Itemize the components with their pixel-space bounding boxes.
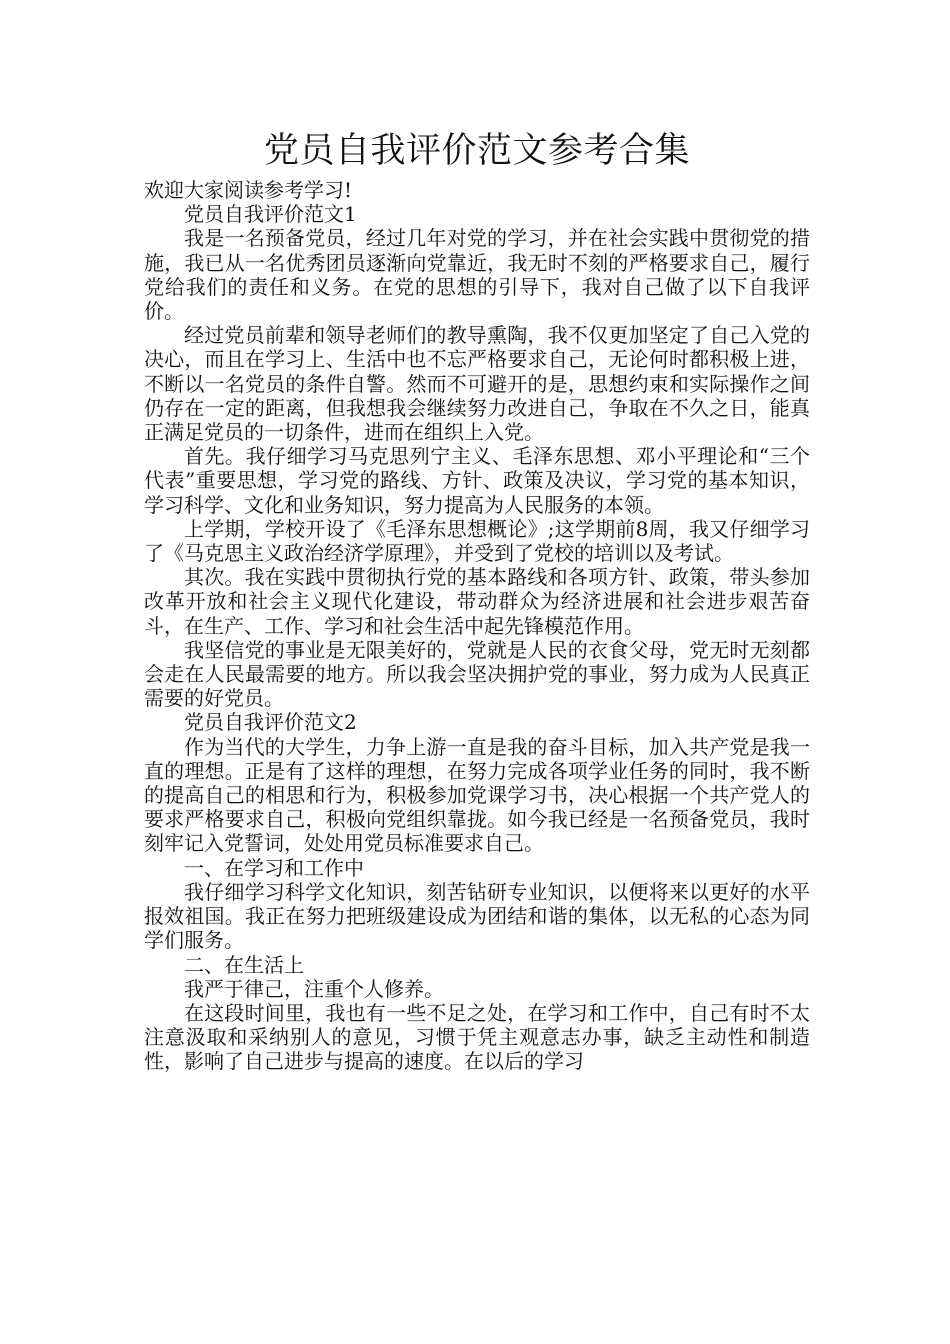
paragraph-greeting: 欢迎大家阅读参考学习! [144,178,353,202]
paragraph: 在这段时间里，我也有一些不足之处，在学习和工作中，自己有时不太注意汲取和采纳别人的意见，习惯于凭主观意志办事，缺乏主动性和制造性，影响了自己进步与提高的速度。在以后的学习 [144,1000,810,1074]
subheading-study-work: 一、在学习和工作中 [184,855,364,880]
paragraph: 我严于律己，注重个人修养。 [184,976,444,1001]
paragraph: 作为当代的大学生，力争上游一直是我的奋斗目标，加入共产党是我一直的理想。正是有了这样的理想，在努力完成各项学业任务的同时，我不断的提高自己的相思和行为，积极参加党课学习书，决心根据一个共产党人的要求严格要求自己，积极向党组织靠拢。如今我已经是一名预备党员，我时刻牢记入党誓词，处处用党员标准要求自己。 [144,734,810,856]
paragraph: 其次。我在实践中贯彻执行党的基本路线和各项方针、政策，带头参加改革开放和社会主义现代化建设，带动群众为经济进展和社会进步艰苦奋斗，在生产、工作、学习和社会生活中起先锋模范作用。 [144,565,810,638]
paragraph: 我坚信党的事业是无限美好的，党就是人民的衣食父母，党无时无刻都会走在人民最需要的地方。所以我会坚决拥护党的事业，努力成为人民真正需要的好党员。 [144,637,810,711]
document-title: 党员自我评价范文参考合集 [263,131,690,171]
document-body [144,178,810,1074]
paragraph: 首先。我仔细学习马克思列宁主义、毛泽东思想、邓小平理论和“三个代表”重要思想，学习党的路线、方针、政策及决议，学习党的基本知识，学习科学、文化和业务知识，努力提高为人民服务的本领。 [144,444,810,517]
paragraph: 我仔细学习科学文化知识，刻苦钻研专业知识，以便将来以更好的水平报效祖国。我正在努力把班级建设成为团结和谐的集体，以无私的心态为同学们服务。 [144,879,810,953]
section-heading-sample-1: 党员自我评价范文1 [184,202,357,227]
subheading-life: 二、在生活上 [184,952,304,977]
paragraph: 我是一名预备党员，经过几年对党的学习，并在社会实践中贯彻党的措施，我已从一名优秀团员逐渐向党靠近，我无时不刻的严格要求自己，履行党给我们的责任和义务。在党的思想的引导下，我对自己做了以下自我评价。 [144,226,810,324]
paragraph: 上学期，学校开设了《毛泽东思想概论》;这学期前8周，我又仔细学习了《马克思主义政治经济学原理》，并受到了党校的培训以及考试。 [144,516,810,566]
document-page [144,128,810,1074]
paragraph: 经过党员前辈和领导老师们的教导熏陶，我不仅更加坚定了自己入党的决心，而且在学习上、生活中也不忘严格要求自己，无论何时都积极上进，不断以一名党员的条件自警。然而不可避开的是，思想约束和实际操作之间仍存在一定的距离，但我想我会继续努力改进自己，争取在不久之日，能真正满足党员的一切条件，进而在组织上入党。 [144,323,810,445]
section-heading-sample-2: 党员自我评价范文2 [184,710,357,735]
